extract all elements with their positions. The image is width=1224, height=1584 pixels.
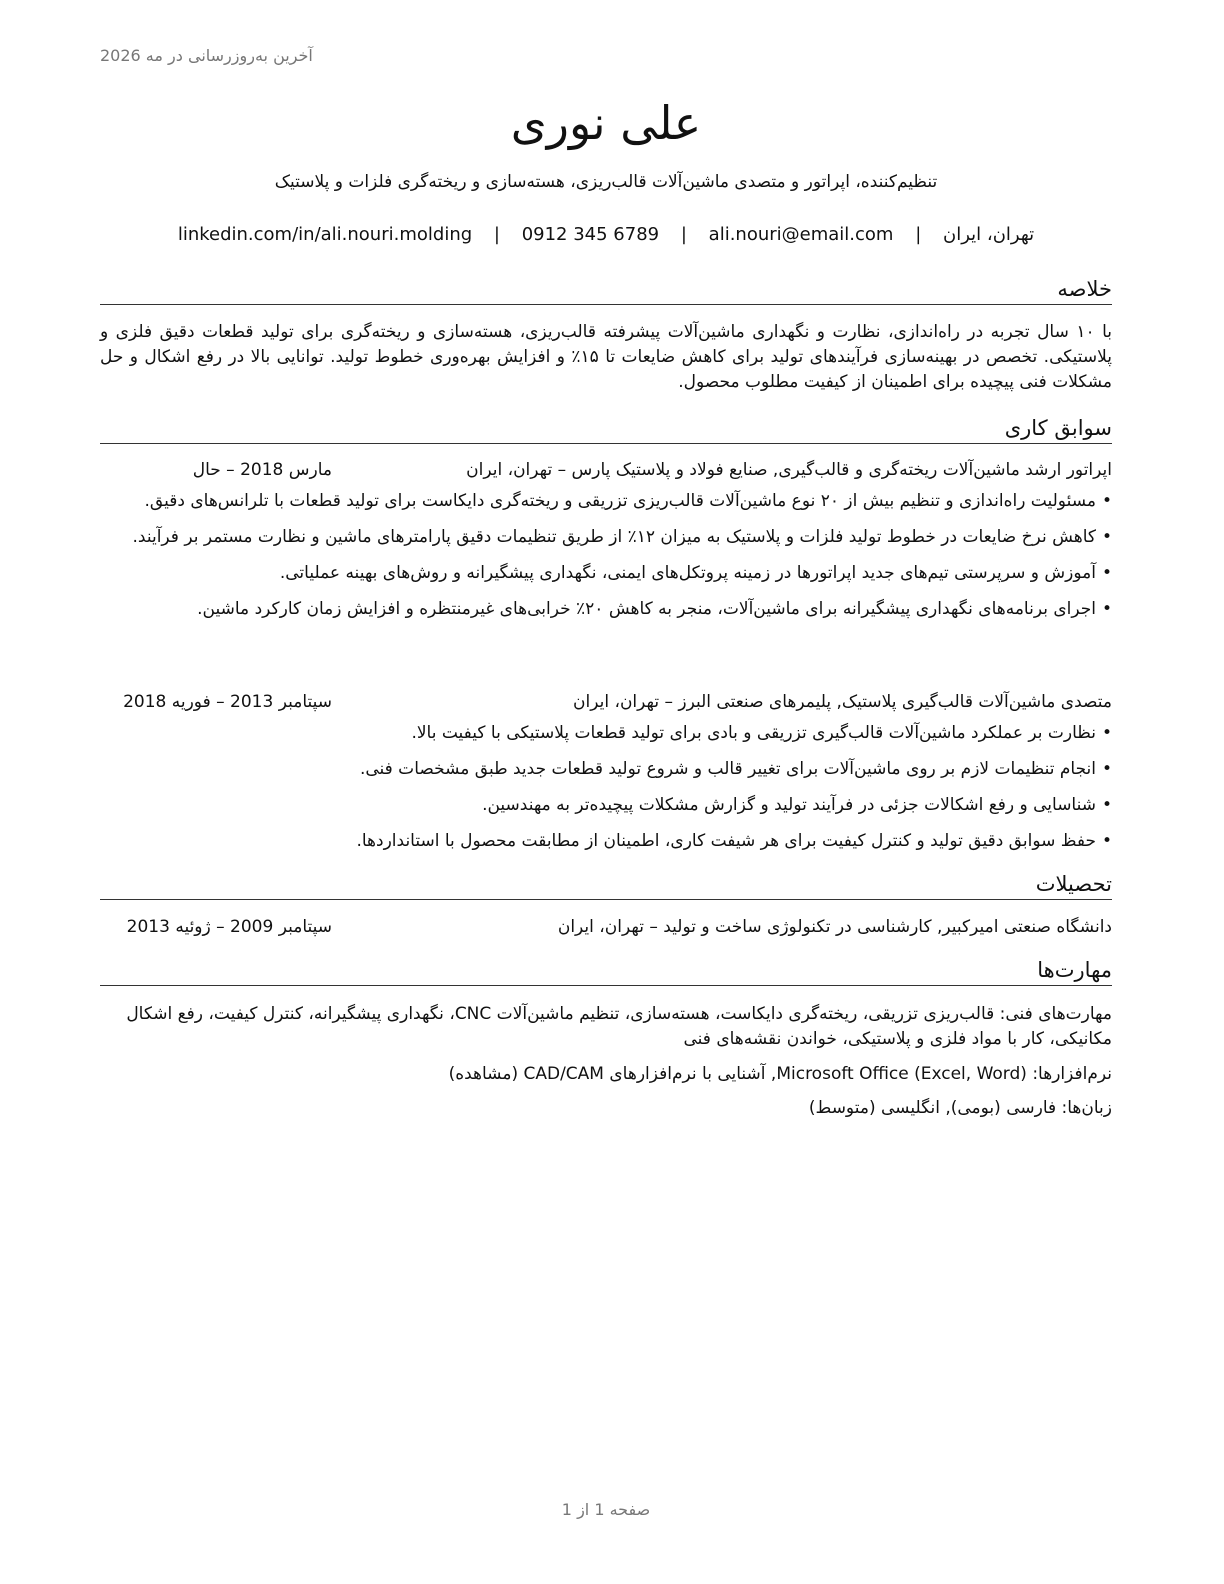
- job-title: اپراتور ارشد ماشین‌آلات ریخته‌گری و قالب‌گیری, صنایع فولاد و پلاستیک پارس – تهران، ایران: [466, 460, 1112, 480]
- contact-email[interactable]: ali.nouri@email.com: [708, 224, 894, 245]
- job-bullet: • مسئولیت راه‌اندازی و تنظیم بیش از ۲۰ نوع ماشین‌آلات قالب‌ریزی تزریقی و ریخته‌گری دایکاست برای تولید قطعات با تلرانس‌های دقیق.: [100, 489, 1112, 514]
- job-bullet: • انجام تنظیمات لازم بر روی ماشین‌آلات برای تغییر قالب و شروع تولید قطعات جدید طبق مشخصات فنی.: [100, 757, 1112, 782]
- job-bullets: [100, 721, 1112, 865]
- job-title: متصدی ماشین‌آلات قالب‌گیری پلاستیک, پلیمرهای صنعتی البرز – تهران، ایران: [573, 692, 1112, 712]
- job-bullet: • شناسایی و رفع اشکالات جزئی در فرآیند تولید و گزارش مشکلات پیچیده‌تر به مهندسین.: [100, 793, 1112, 818]
- last-updated-note: آخرین به‌روزرسانی در مه 2026: [100, 46, 313, 65]
- education-heading: تحصیلات: [100, 870, 1112, 900]
- job-bullets: [100, 489, 1112, 633]
- contact-line: [100, 222, 1112, 248]
- job-header: [100, 689, 1112, 715]
- job-bullet: • حفظ سوابق دقیق تولید و کنترل کیفیت برای هر شیفت کاری، اطمینان از مطابقت محصول با استانداردها.: [100, 829, 1112, 854]
- contact-location: تهران، ایران: [943, 224, 1035, 245]
- contact-separator: |: [680, 224, 687, 245]
- skills-software: نرم‌افزارها: Microsoft Office (Excel, Word), آشنایی با نرم‌افزارهای CAD/CAM (مشاهده): [448, 1064, 1112, 1084]
- contact-separator: |: [915, 224, 922, 245]
- education-dates: سپتامبر 2009 – ژوئیه 2013: [126, 917, 332, 937]
- professional-tagline: تنظیم‌کننده، اپراتور و متصدی ماشین‌آلات قالب‌ریزی، هسته‌سازی و ریخته‌گری فلزات و پلاستیک: [274, 172, 938, 192]
- contact-separator: |: [493, 224, 500, 245]
- job-bullet: • نظارت بر عملکرد ماشین‌آلات قالب‌گیری تزریقی و بادی برای تولید قطعات پلاستیکی با کیفیت بالا.: [100, 721, 1112, 746]
- job-dates: سپتامبر 2013 – فوریه 2018: [123, 692, 332, 712]
- job-header: [100, 457, 1112, 483]
- summary-heading: خلاصه: [100, 275, 1112, 305]
- contact-phone[interactable]: 0912 345 6789: [521, 224, 660, 245]
- summary-text: با ۱۰ سال تجربه در راه‌اندازی، نظارت و نگهداری ماشین‌آلات پیشرفته قالب‌ریزی، هسته‌سازی و ریخته‌گری برای تولید قطعات دقیق فلزی و پلاستیکی. تخصص در بهینه‌سازی فرآیندهای تولید برای کاهش ضایعات تا ۱۵٪ و افزایش بهره‌وری خطوط تولید. توانایی بالا در رفع اشکال و حل مشکلات فنی پیچیده برای اطمینان از کیفیت مطلوب محصول.: [100, 322, 1113, 392]
- job-bullet: • کاهش نرخ ضایعات در خطوط تولید فلزات و پلاستیک به میزان ۱۲٪ از طریق تنظیمات دقیق پارامترهای ماشین و نظارت مستمر بر فرآیند.: [100, 525, 1112, 550]
- education-title: دانشگاه صنعتی امیرکبیر, کارشناسی در تکنولوژی ساخت و تولید – تهران، ایران: [557, 917, 1112, 937]
- page-number: صفحه 1 از 1: [561, 1500, 651, 1519]
- job-bullet: • اجرای برنامه‌های نگهداری پیشگیرانه برای ماشین‌آلات، منجر به کاهش ۲۰٪ خرابی‌های غیرمنتظره و افزایش زمان کارکرد ماشین.: [100, 597, 1112, 622]
- job-bullet: • آموزش و سرپرستی تیم‌های جدید اپراتورها در زمینه پروتکل‌های ایمنی، نگهداری پیشگیرانه و روش‌های بهینه عملیاتی.: [100, 561, 1112, 586]
- experience-heading: سوابق کاری: [100, 414, 1112, 444]
- education-entry: [100, 914, 1112, 940]
- job-dates: مارس 2018 – حال: [192, 460, 332, 480]
- candidate-name: علی نوری: [510, 96, 702, 150]
- skills-languages: زبان‌ها: فارسی (بومی), انگلیسی (متوسط): [808, 1098, 1112, 1118]
- resume-page: [100, 0, 1112, 1584]
- contact-linkedin[interactable]: linkedin.com/in/ali.nouri.molding: [177, 224, 473, 245]
- skills-heading: مهارت‌ها: [100, 956, 1112, 986]
- skills-technical: مهارت‌های فنی: قالب‌ریزی تزریقی، ریخته‌گری دایکاست، هسته‌سازی، تنظیم ماشین‌آلات CNC، نگهداری پیشگیرانه، کنترل کیفیت، رفع اشکال مکانیکی، کار با مواد فلزی و پلاستیکی، خواندن نقشه‌های فنی: [126, 1004, 1112, 1049]
